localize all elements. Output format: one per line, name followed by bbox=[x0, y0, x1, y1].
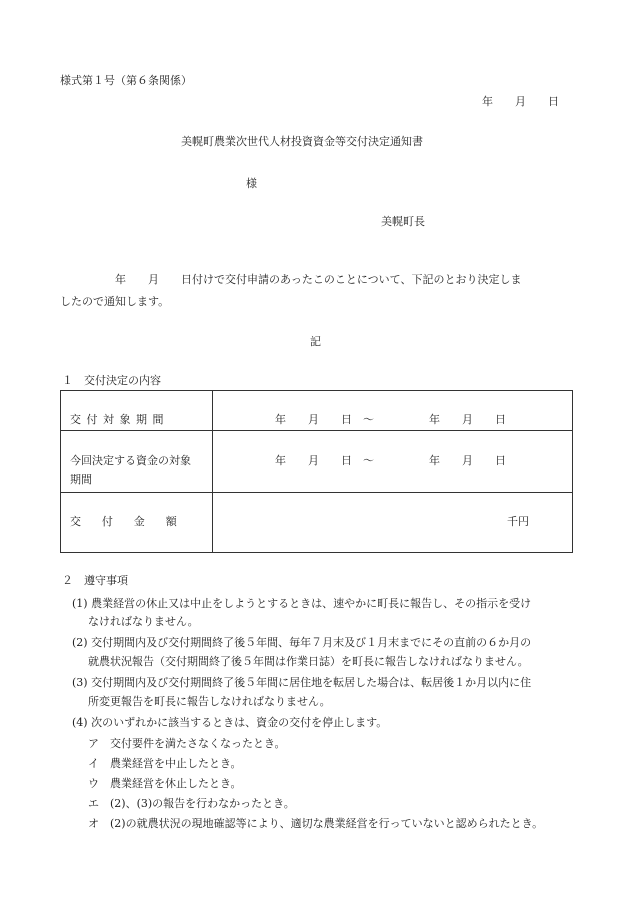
date-line: 年 月 日 bbox=[482, 95, 559, 108]
table-row-label: 交付対象期間 bbox=[70, 413, 169, 426]
section-1-heading: １ 交付決定の内容 bbox=[62, 374, 161, 387]
section-2-heading: ２ 遵守事項 bbox=[62, 574, 128, 587]
sub-item: オ (2)の就農状況の現地確認等により、適切な農業経営を行っていないと認められたとき。 bbox=[88, 817, 544, 830]
issuer: 美幌町長 bbox=[381, 215, 425, 228]
sub-item: ア 交付要件を満たさなくなったとき。 bbox=[88, 737, 286, 750]
document-title: 美幌町農業次世代人材投資資金等交付決定通知書 bbox=[181, 135, 423, 148]
list-item: (2) 交付期間内及び交付期間終了後５年間、毎年７月末及び１月末までにその直前の６か月の bbox=[72, 636, 532, 649]
table-row-value: 千円 bbox=[507, 515, 529, 528]
ki-marker: 記 bbox=[310, 335, 321, 348]
table-row-divider bbox=[61, 430, 572, 431]
body-line-1: 年 月 日付けで交付申請のあったこのことについて、下記のとおり決定しま bbox=[115, 273, 522, 286]
table-row-label: 期間 bbox=[70, 473, 92, 486]
table-row-value: 年 月 日 ～ 年 月 日 bbox=[275, 413, 506, 426]
list-item: 所変更報告を町長に報告しなければなりません。 bbox=[88, 695, 331, 708]
recipient-suffix: 様 bbox=[246, 177, 257, 190]
table-row-label: 今回決定する資金の対象 bbox=[70, 454, 191, 467]
list-item: (4) 次のいずれかに該当するときは、資金の交付を停止します。 bbox=[72, 716, 388, 729]
body-line-2: したので通知します。 bbox=[60, 295, 170, 308]
list-item: なければなりません。 bbox=[88, 615, 199, 628]
sub-item: イ 農業経営を中止したとき。 bbox=[88, 757, 242, 770]
table-row-value: 年 月 日 ～ 年 月 日 bbox=[275, 454, 506, 467]
table-column-divider bbox=[212, 391, 213, 552]
grant-decision-table bbox=[60, 390, 573, 553]
table-row-divider bbox=[61, 492, 572, 493]
list-item: (3) 交付期間内及び交付期間終了後５年間に居住地を転居した場合は、転居後１か月以内に住 bbox=[72, 676, 532, 689]
sub-item: エ (2)、(3)の報告を行わなかったとき。 bbox=[88, 797, 295, 810]
list-item: (1) 農業経営の休止又は中止をしようとするときは、速やかに町長に報告し、その指示を受け bbox=[72, 597, 532, 610]
list-item: 就農状況報告（交付期間終了後５年間は作業日誌）を町長に報告しなければなりません。 bbox=[88, 655, 529, 668]
form-number: 様式第１号（第６条関係） bbox=[60, 74, 192, 87]
sub-item: ウ 農業経営を休止したとき。 bbox=[88, 777, 242, 790]
table-row-label: 交付金額 bbox=[70, 515, 198, 528]
